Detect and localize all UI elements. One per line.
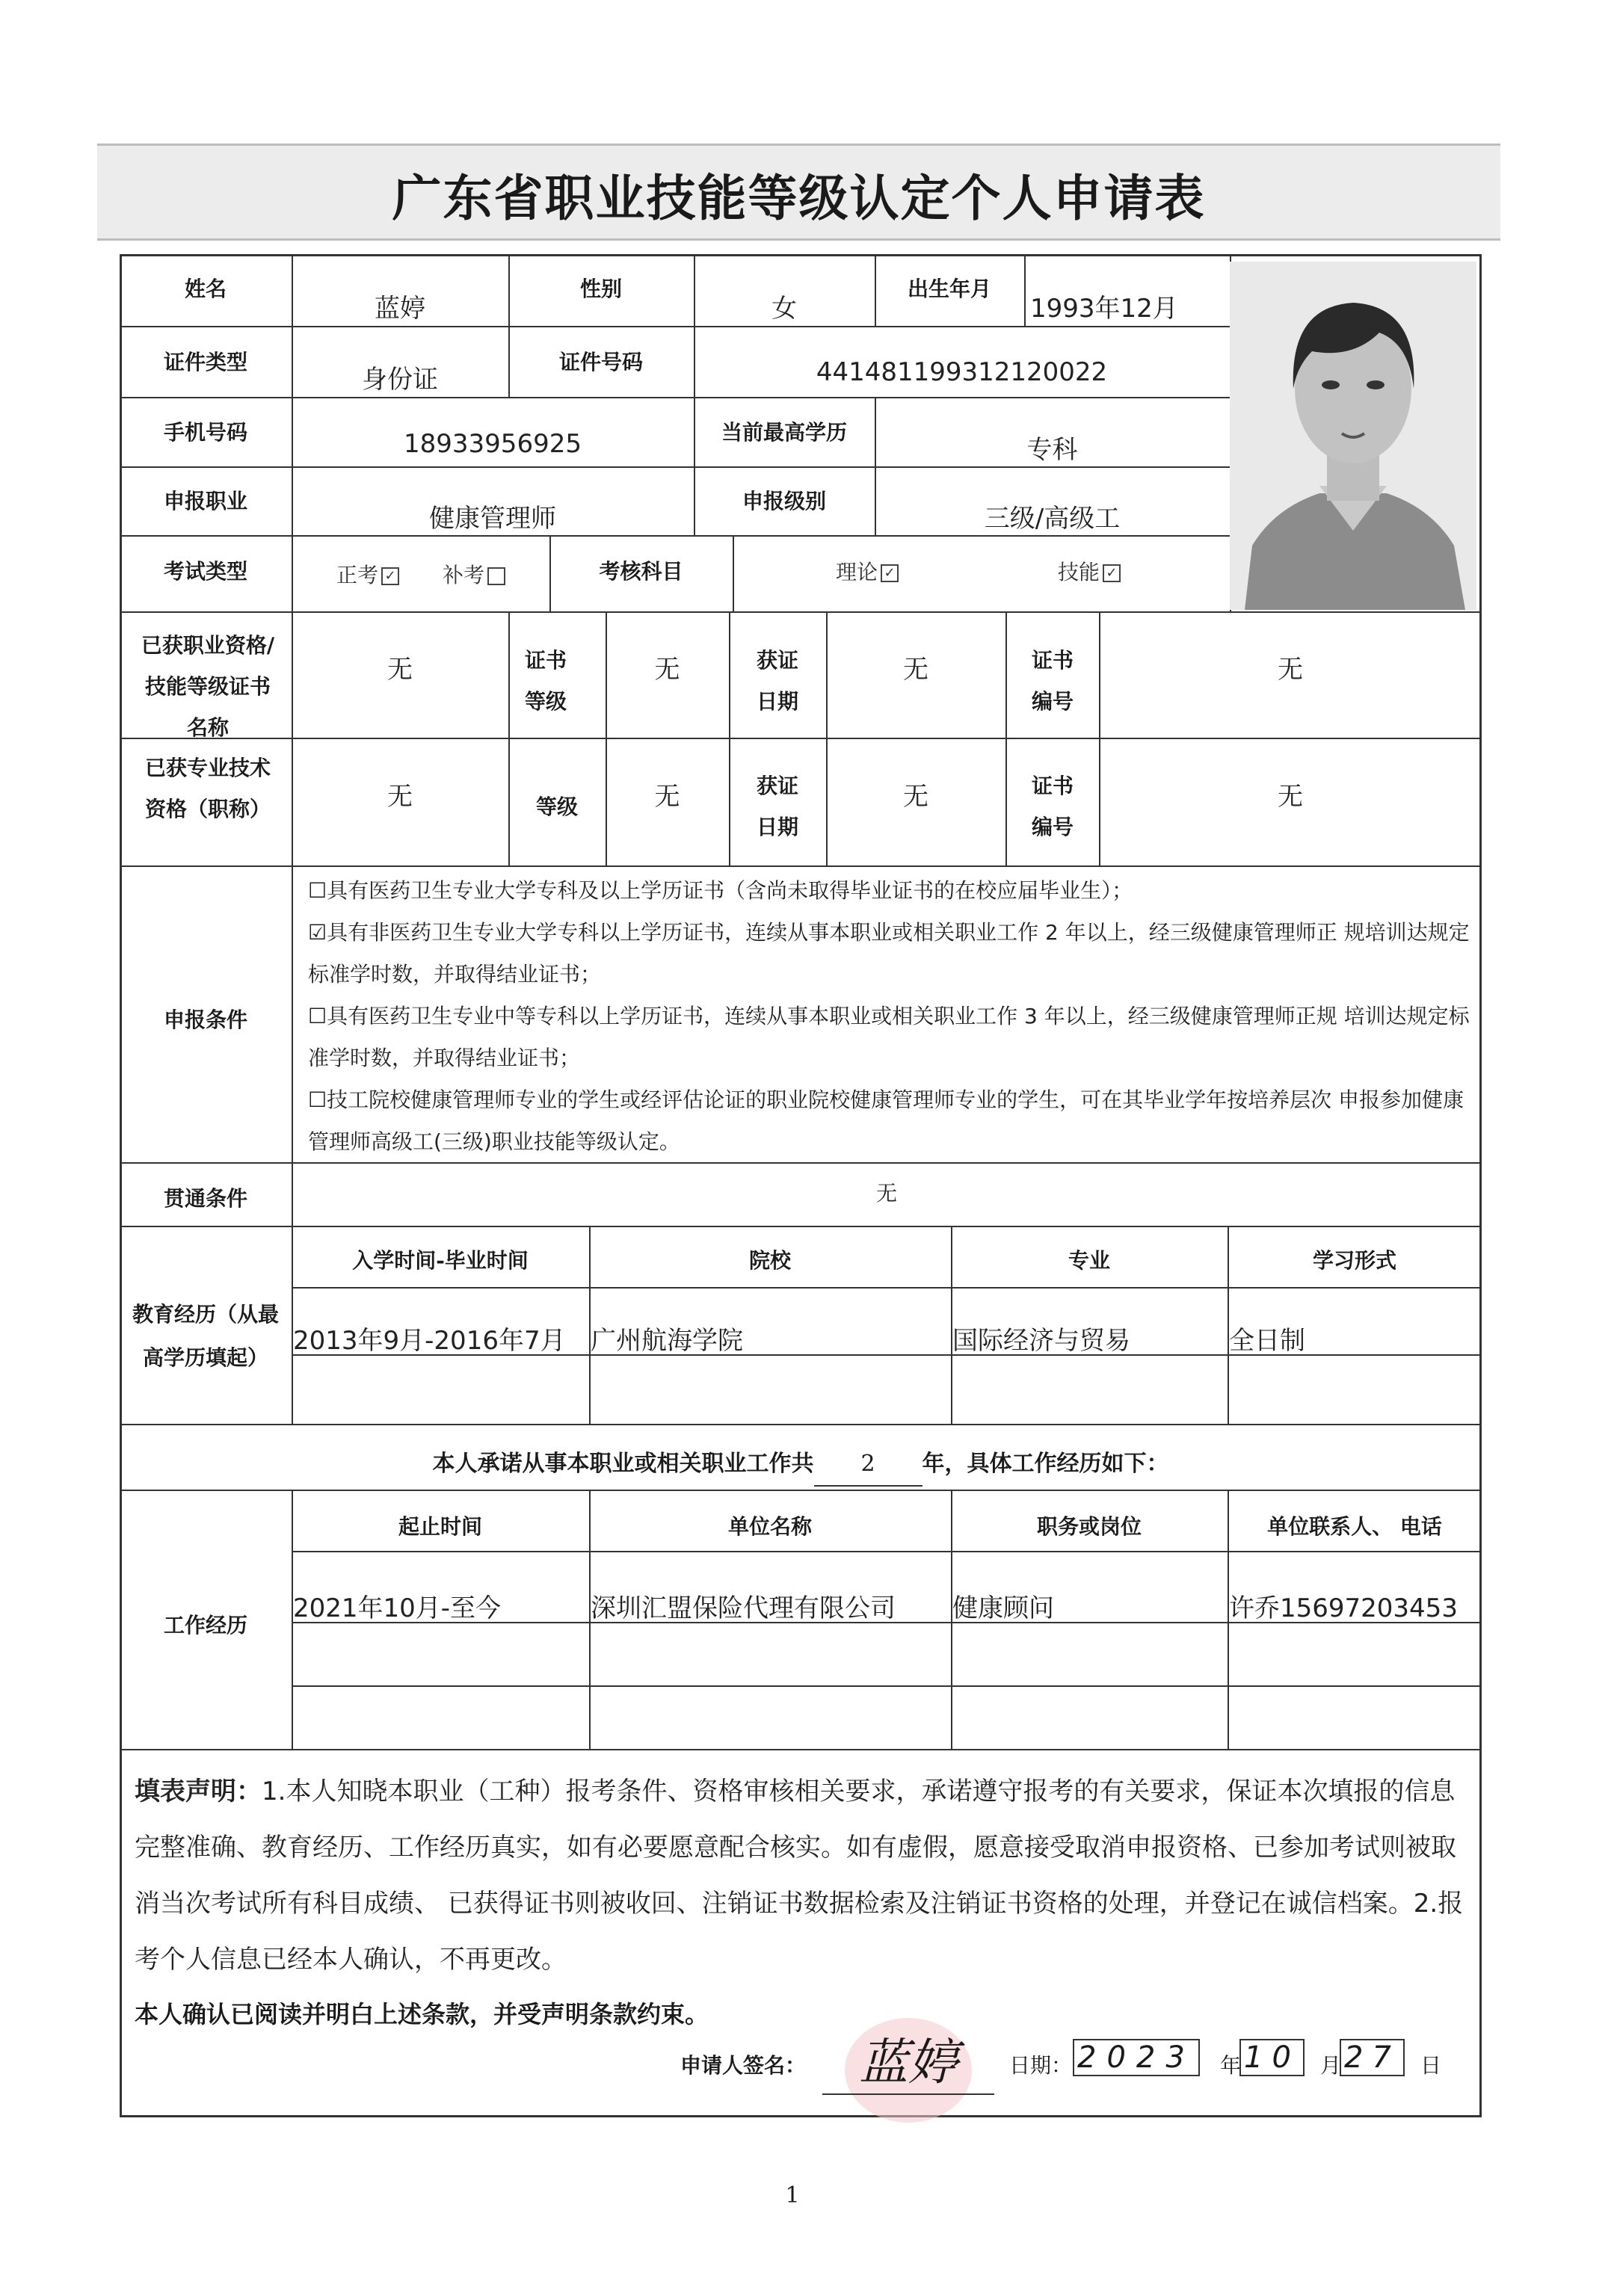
page-title: 广东省职业技能等级认定个人申请表: [392, 169, 1206, 227]
work-row-position: 健康顾问: [952, 1593, 1054, 1623]
signature-label: 申请人签名：: [680, 2053, 807, 2078]
label-occupation: 申报职业: [163, 489, 247, 513]
value-through: 无: [875, 1181, 897, 1206]
value-tech-number: 无: [1278, 782, 1303, 812]
label-subjects: 考核科目: [599, 559, 683, 584]
edu-header-major: 专业: [1068, 1248, 1110, 1273]
subject-skill: 技能 ✓: [1058, 556, 1124, 586]
theory-checkbox[interactable]: ✓: [881, 564, 899, 582]
declaration-body: 1.本人知晓本职业（工种）报考条件、资格审核相关要求，承诺遵守报考的有关要求，保证本次填报的信息完整准确、教育经历、工作经历真实，如有必要愿意配合核实。如有虚假，愿意接受取消申报资格、已参加考试则被取消当次考试所有科目成绩、 已获得证书则被收回、注销证书数据检索及注销证书资格的处理，并登记在诚信档案。2.报考个人信息已经本人确认，不再更改。: [135, 1777, 1464, 1975]
edu-row-school: 广州航海学院: [591, 1326, 743, 1356]
label-id-type: 证件类型: [163, 350, 247, 374]
page-number: 1: [785, 2182, 800, 2209]
work-row-company: 深圳汇盟保险代理有限公司: [591, 1593, 896, 1623]
label-level: 申报级别: [742, 489, 826, 513]
label-cert-date: 获证日期: [756, 648, 798, 714]
label-birth: 出生年月: [907, 277, 991, 301]
edu-header-school: 院校: [748, 1248, 791, 1273]
edu-row-major: 国际经济与贸易: [952, 1326, 1130, 1356]
work-commitment: [120, 1442, 1482, 1487]
col-line: [729, 611, 730, 865]
regular-checkbox[interactable]: ✓: [381, 567, 399, 585]
value-phone: 18933956925: [404, 429, 582, 459]
label-phone: 手机号码: [163, 420, 247, 445]
value-birth: 1993年12月: [1030, 294, 1178, 324]
row-line: [292, 1685, 1482, 1687]
label-cert-number: 证书编号: [1031, 648, 1074, 714]
date-day[interactable]: 27: [1340, 2039, 1405, 2076]
value-education: 专科: [1026, 435, 1078, 465]
condition-item-1[interactable]: ☐具有医药卫生专业大学专科及以上学历证书（含尚未取得毕业证书的在校应届毕业生）；: [308, 878, 1133, 903]
condition-item-2[interactable]: ☑具有非医药卫生专业大学专科以上学历证书，连续从事本职业或相关职业工作 2 年以上，经三级健康管理师正 规培训达规定标准学时数，并取得结业证书；: [308, 920, 1470, 987]
label-id-number: 证件号码: [558, 350, 643, 374]
year-char: 年: [1220, 2053, 1242, 2078]
commitment-suffix: 年，具体工作经历如下：: [922, 1451, 1169, 1477]
value-occupation: 健康管理师: [429, 504, 556, 534]
subject-theory: 理论 ✓: [836, 556, 902, 586]
value-name: 蓝婷: [375, 294, 425, 324]
condition-list: [308, 870, 1470, 1163]
exam-type-makeup: 补考: [443, 559, 508, 589]
value-id-number: 441481199312120022: [816, 357, 1108, 387]
row-line: [120, 535, 1230, 537]
row-line: [120, 1424, 1482, 1425]
label-work-history: 工作经历: [163, 1613, 247, 1638]
value-gender: 女: [771, 294, 797, 324]
declaration-heading: 填表声明：: [135, 1777, 262, 1806]
declaration-text: [135, 1764, 1469, 1988]
col-line: [508, 611, 510, 865]
date-month[interactable]: 10: [1239, 2039, 1305, 2076]
row-line: [120, 865, 1482, 867]
condition-item-4[interactable]: ☐技工院校健康管理师专业的学生或经评估论证的职业院校健康管理师专业的学生，可在其毕业学年按培养层次 申报参加健康管理师高级工(三级)职业技能等级认定。: [308, 1087, 1464, 1154]
date-year[interactable]: 2023: [1073, 2039, 1200, 2076]
label-through: 贯通条件: [163, 1186, 247, 1211]
label-edu-history: 教育经历（从最高学历填起）: [132, 1302, 279, 1370]
row-line: [120, 1226, 1482, 1227]
row-line: [120, 466, 1230, 468]
row-line: [120, 326, 1230, 327]
day-char: 日: [1420, 2053, 1442, 2078]
condition-item-3[interactable]: ☐具有医药卫生专业中等专科以上学历证书，连续从事本职业或相关职业工作 3 年以上，经三级健康管理师正规 培训达规定标准学时数，并取得结业证书；: [308, 1004, 1470, 1070]
col-line: [1024, 254, 1026, 326]
label-conditions: 申报条件: [163, 1007, 247, 1032]
edu-row-mode: 全日制: [1229, 1326, 1305, 1356]
value-tech-level: 无: [654, 782, 680, 812]
label-cert-level: 证书等级: [524, 648, 567, 714]
applicant-signature[interactable]: 蓝婷: [822, 2022, 994, 2095]
work-header-period: 起止时间: [398, 1514, 482, 1539]
row-line: [120, 611, 1482, 613]
value-cert-date: 无: [903, 655, 928, 685]
label-gender: 性别: [579, 277, 622, 301]
commitment-prefix: 本人承诺从事本职业或相关职业工作共: [432, 1451, 814, 1477]
value-level: 三级/高级工: [984, 504, 1121, 534]
row-line: [120, 397, 1230, 398]
row-line: [292, 1287, 1482, 1289]
label-education: 当前最高学历: [721, 420, 847, 445]
label-tech-qualification: 已获专业技术资格（职称）: [144, 756, 271, 821]
row-line: [120, 738, 1482, 739]
commitment-years[interactable]: 2: [814, 1442, 923, 1487]
edu-header-period: 入学时间-毕业时间: [352, 1248, 529, 1273]
work-header-company: 单位名称: [727, 1514, 812, 1539]
makeup-checkbox[interactable]: [487, 567, 505, 585]
label-tech-level: 等级: [535, 794, 578, 819]
work-header-position: 职务或岗位: [1036, 1514, 1142, 1539]
value-cert-level: 无: [654, 655, 680, 685]
value-tech-name: 无: [387, 782, 413, 812]
work-row-period: 2021年10月-至今: [293, 1593, 502, 1623]
row-line: [292, 1551, 1482, 1552]
exam-type-regular: 正考 ✓: [336, 559, 402, 589]
row-line: [120, 1749, 1482, 1750]
label-exam-type: 考试类型: [163, 559, 247, 584]
date-label: 日期：: [1009, 2053, 1073, 2078]
value-cert-number: 无: [1278, 655, 1303, 685]
col-line: [1005, 611, 1007, 865]
declaration-confirm: 本人确认已阅读并明白上述条款，并受声明条款约束。: [135, 2000, 709, 2028]
work-header-contact: 单位联系人、 电话: [1267, 1514, 1442, 1539]
label-tech-number: 证书编号: [1031, 774, 1074, 839]
applicant-photo: [1230, 262, 1476, 610]
label-name: 姓名: [184, 277, 227, 301]
month-char: 月: [1320, 2053, 1342, 2078]
portrait-image: [1230, 262, 1476, 610]
edu-row-period: 2013年9月-2016年7月: [293, 1326, 566, 1356]
edu-header-mode: 学习形式: [1312, 1248, 1396, 1273]
value-tech-date: 无: [903, 782, 928, 812]
work-row-contact: 许乔15697203453: [1229, 1593, 1458, 1623]
label-tech-date: 获证日期: [756, 774, 798, 839]
label-cert-qualification: 已获职业资格/技能等级证书名称: [141, 633, 275, 740]
skill-checkbox[interactable]: ✓: [1103, 564, 1121, 582]
value-cert-name: 无: [387, 655, 413, 685]
col-line: [733, 535, 734, 611]
col-line: [292, 254, 293, 1226]
row-line: [120, 1490, 1482, 1491]
value-id-type: 身份证: [362, 365, 438, 395]
